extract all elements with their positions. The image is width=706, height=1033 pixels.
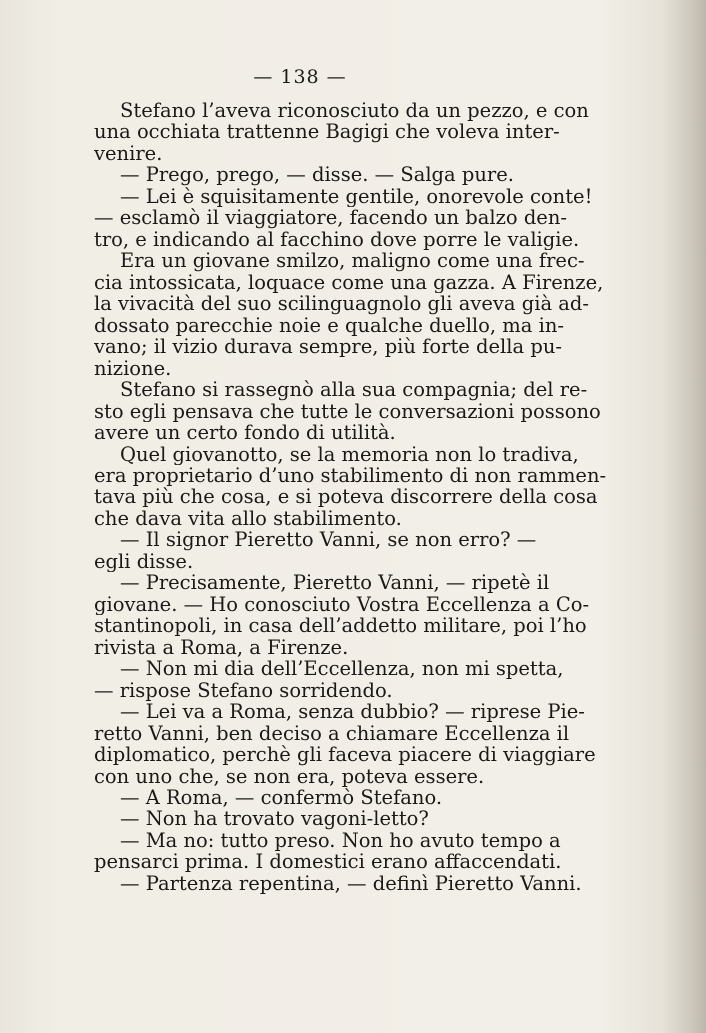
text-line: — rispose Stefano sorridendo.: [94, 679, 393, 702]
text-line: con uno che, se non era, poteva essere.: [94, 765, 485, 787]
text-line: egli disse.: [94, 550, 194, 573]
text-line: giovane. — Ho conosciuto Vostra Eccellenza a Co-: [94, 593, 590, 616]
text-line: rivista a Roma, a Firenze.: [94, 636, 349, 659]
text-line: Stefano si rassegnò alla sua compagnia; del re-: [120, 379, 588, 401]
text-line: — Non ha trovato vagoni-letto?: [120, 808, 429, 830]
text-line: — Lei va a Roma, senza dubbio? — riprese Pie-: [120, 701, 585, 723]
text-line: — Ma no: tutto preso. Non ho avuto tempo a: [120, 829, 561, 852]
text-line: — Il signor Pieretto Vanni, se non erro? —: [120, 529, 537, 551]
text-line: Quel giovanotto, se la memoria non lo tradiva,: [120, 443, 579, 465]
text-line: cia intossicata, loquace come una gazza. A Firenze,: [94, 271, 604, 294]
text-line: stantinopoli, in casa dell’addetto militare, poi l’ho: [94, 615, 587, 637]
text-line: — Precisamente, Pieretto Vanni, — ripetè il: [120, 572, 550, 594]
text-line: vano; il vizio durava sempre, più forte della pu-: [94, 336, 562, 358]
text-line: — Non mi dia dell’Eccellenza, non mi spetta,: [120, 658, 564, 680]
text-line: — Lei è squisitamente gentile, onorevole conte!: [120, 185, 593, 208]
text-line: diplomatico, perchè gli faceva piacere di viaggiare: [94, 744, 596, 766]
text-line: era proprietario d’uno stabilimento di non rammen-: [94, 464, 606, 487]
text-line: Era un giovane smilzo, maligno come una frec-: [120, 250, 585, 272]
text-line: — Partenza repentina, — definì Pieretto Vanni.: [120, 872, 582, 895]
text-line: pensarci prima. I domestici erano affaccendati.: [94, 851, 562, 873]
page-edge-shadow: [662, 0, 706, 1033]
text-line: una occhiata trattenne Bagigi che voleva inter-: [94, 121, 560, 143]
text-line: nizione.: [94, 357, 172, 380]
text-line: Stefano l’aveva riconosciuto da un pezzo, e con: [120, 100, 589, 122]
text-line: tro, e indicando al facchino dove porre le valigie.: [94, 228, 580, 251]
body-text: [94, 100, 606, 894]
page-number: — 138 —: [253, 66, 347, 88]
text-line: sto egli pensava che tutte le conversazioni possono: [94, 400, 601, 423]
text-line: — Prego, prego, — disse. — Salga pure.: [120, 164, 514, 186]
text-line: dossato parecchie noie e qualche duello, ma in-: [94, 314, 565, 337]
text-line: — A Roma, — confermò Stefano.: [120, 787, 443, 809]
text-line: la vivacità del suo scilinguagnolo gli aveva già ad-: [94, 293, 589, 315]
text-line: retto Vanni, ben deciso a chiamare Eccellenza il: [94, 722, 570, 745]
text-line: avere un certo fondo di utilità.: [94, 422, 396, 444]
text-line: tava più che cosa, e si poteva discorrere della cosa: [94, 486, 598, 508]
text-line: venire.: [94, 142, 163, 165]
text-line: — esclamò il viaggiatore, facendo un balzo den-: [94, 207, 567, 229]
text-line: che dava vita allo stabilimento.: [94, 507, 402, 530]
